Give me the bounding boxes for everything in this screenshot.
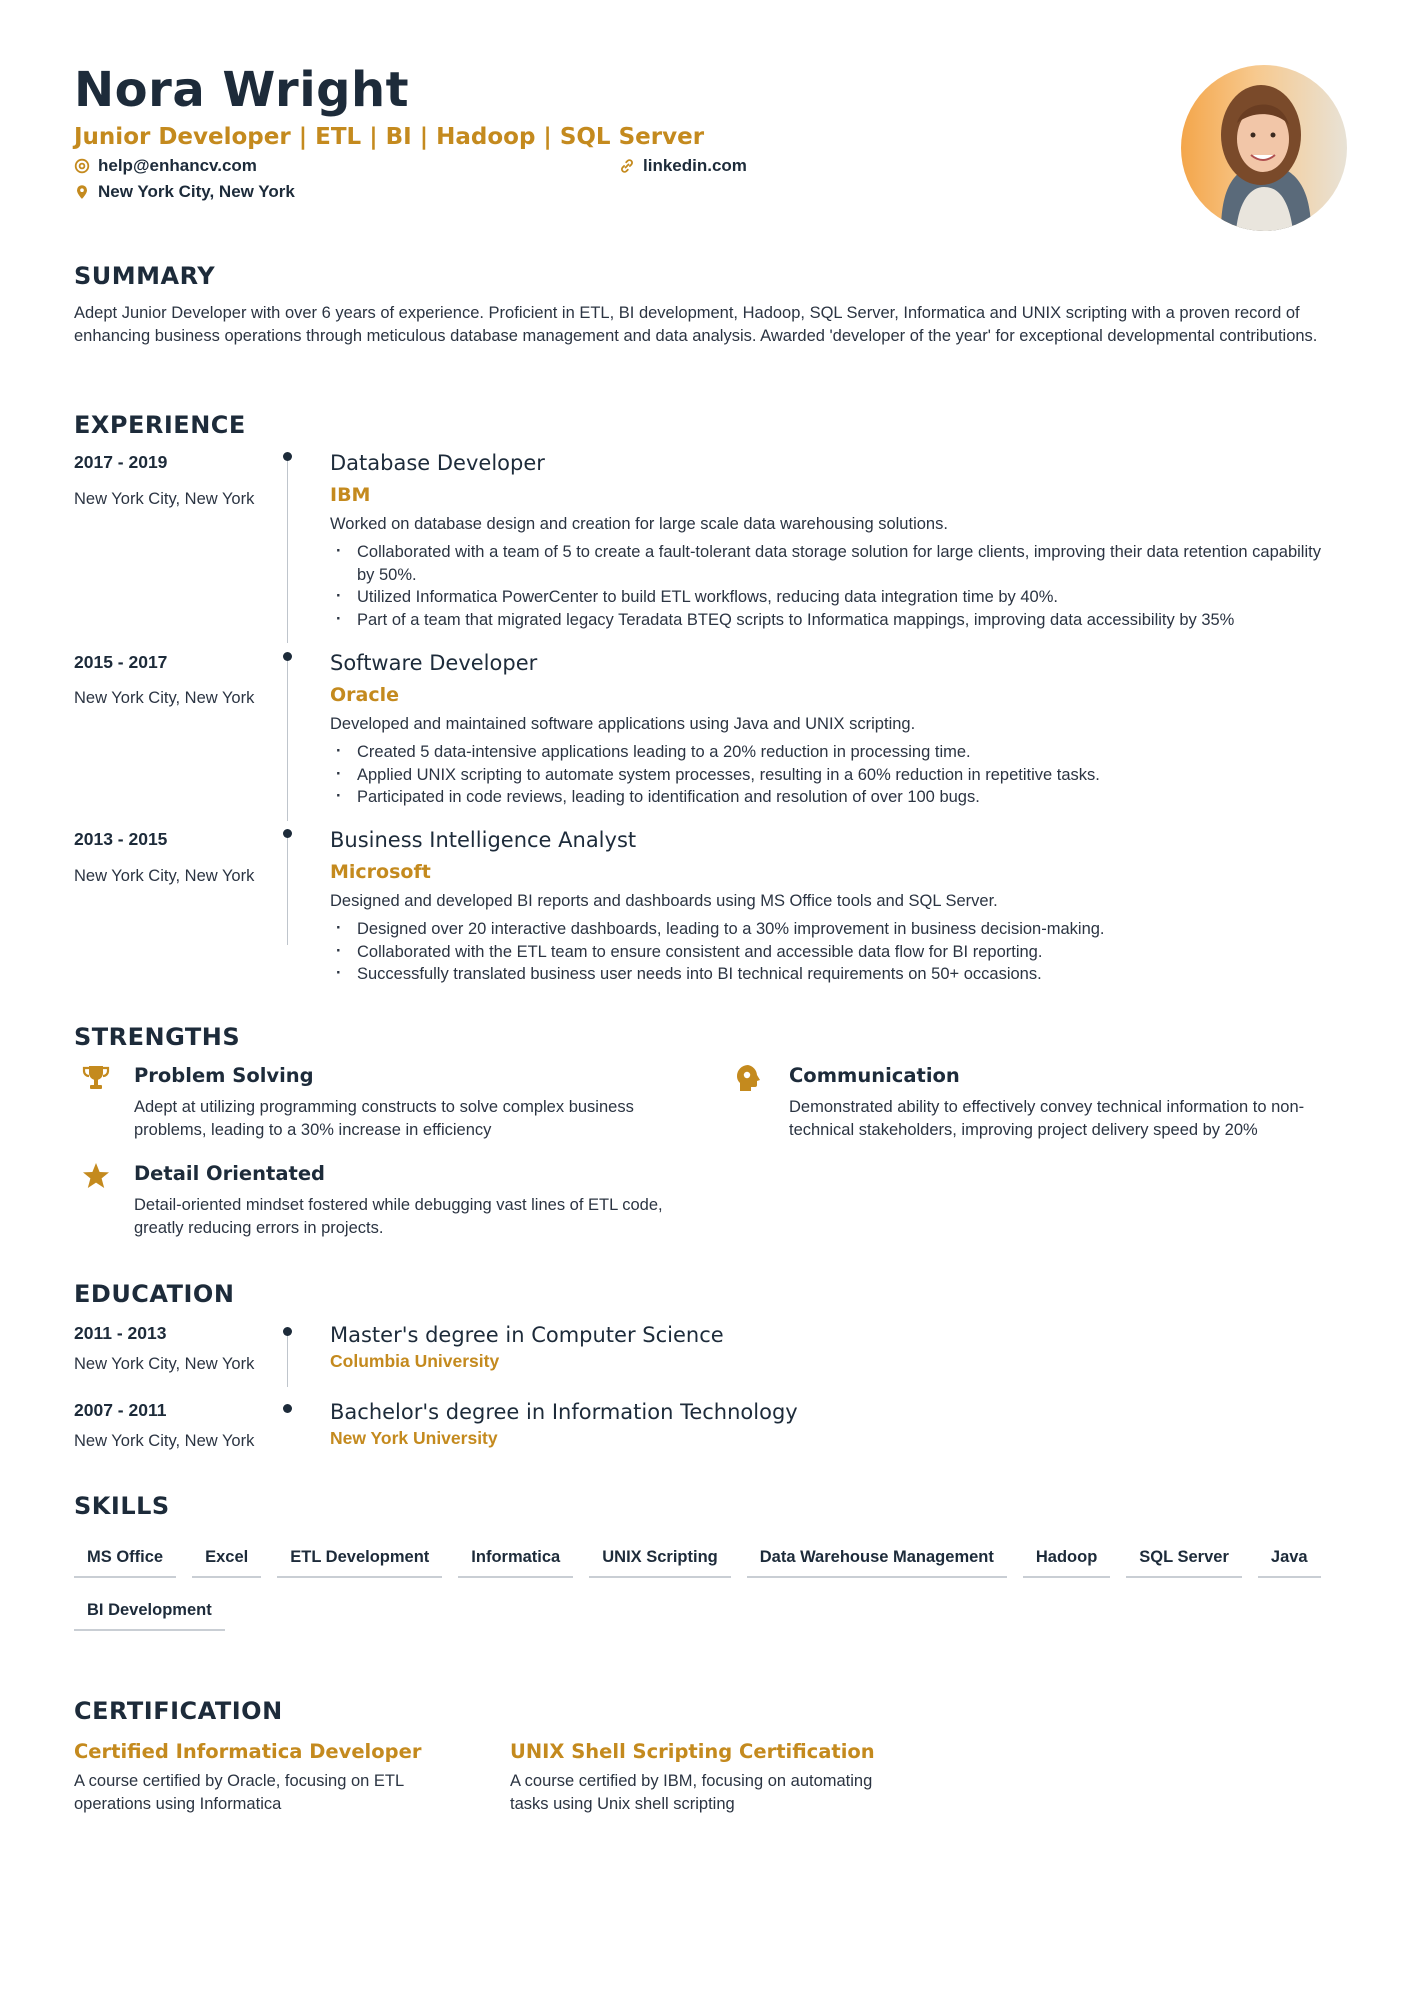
job-bullets bbox=[330, 541, 1330, 631]
skill-tag: Informatica bbox=[458, 1548, 573, 1578]
timeline-line bbox=[287, 835, 288, 945]
skill-tag: Java bbox=[1258, 1548, 1321, 1578]
candidate-title: Junior Developer | ETL | BI | Hadoop | SQL Server bbox=[74, 124, 705, 150]
email-text: help@enhancv.com bbox=[98, 156, 257, 175]
skill-tag: Data Warehouse Management bbox=[747, 1548, 1007, 1578]
school-name: Columbia University bbox=[330, 1351, 500, 1371]
strength-text: Demonstrated ability to effectively convey technical information to non-technical stakeholders, improving project delivery speed by 20% bbox=[789, 1098, 1305, 1139]
certification-title: UNIX Shell Scripting Certification bbox=[510, 1740, 875, 1763]
job-bullet: · Collaborated with the ETL team to ensure consistent and accessible data flow for BI reporting. bbox=[330, 941, 1330, 964]
job-bullet: · Designed over 20 interactive dashboards, leading to a 30% improvement in business decision-making. bbox=[330, 918, 1330, 941]
job-dates: 2015 - 2017 bbox=[74, 652, 168, 672]
education-dates: 2011 - 2013 bbox=[74, 1323, 167, 1343]
skill-tag: MS Office bbox=[74, 1548, 176, 1578]
job-title: Software Developer bbox=[330, 651, 538, 675]
job-bullet: · Created 5 data-intensive applications leading to a 20% reduction in processing time. bbox=[330, 741, 1330, 764]
timeline-line bbox=[287, 658, 288, 821]
linkedin-text: linkedin.com bbox=[643, 156, 747, 175]
skill-tag: BI Development bbox=[74, 1601, 225, 1631]
linkedin-contact[interactable] bbox=[619, 156, 747, 176]
education-heading: EDUCATION bbox=[74, 1280, 235, 1308]
skill-tag: Hadoop bbox=[1023, 1548, 1110, 1578]
summary-text: Adept Junior Developer with over 6 years of experience. Proficient in ETL, BI development, Hadoop, SQL Server, Informatica and UNIX scripting with a proven record of enhancing business operations through meticulous database management and data analysis. Awarded 'developer of the year' for exceptional developmental contributions. bbox=[74, 304, 1318, 345]
job-company: IBM bbox=[330, 484, 371, 506]
timeline-line bbox=[287, 1333, 288, 1387]
degree-title: Bachelor's degree in Information Technology bbox=[330, 1400, 798, 1424]
job-title: Business Intelligence Analyst bbox=[330, 828, 637, 852]
job-title: Database Developer bbox=[330, 451, 545, 475]
education-location: New York City, New York bbox=[74, 1355, 255, 1373]
job-location: New York City, New York bbox=[74, 867, 255, 885]
job-location: New York City, New York bbox=[74, 689, 255, 707]
strengths-heading: STRENGTHS bbox=[74, 1023, 241, 1051]
skills-heading: SKILLS bbox=[74, 1492, 170, 1520]
head-icon bbox=[733, 1063, 763, 1093]
job-bullets bbox=[330, 741, 1330, 809]
candidate-name: Nora Wright bbox=[74, 62, 410, 118]
job-bullet: · Applied UNIX scripting to automate system processes, resulting in a 60% reduction in repetitive tasks. bbox=[330, 764, 1330, 787]
certification-heading: CERTIFICATION bbox=[74, 1697, 283, 1725]
job-description: Worked on database design and creation for large scale data warehousing solutions. bbox=[330, 515, 948, 533]
location-contact bbox=[74, 182, 295, 202]
education-dates: 2007 - 2011 bbox=[74, 1400, 167, 1420]
experience-heading: EXPERIENCE bbox=[74, 411, 246, 439]
skill-tag: UNIX Scripting bbox=[589, 1548, 731, 1578]
profile-photo bbox=[1181, 65, 1347, 231]
certification-text: A course certified by Oracle, focusing on ETL operations using Informatica bbox=[74, 1772, 404, 1813]
location-text: New York City, New York bbox=[98, 182, 295, 201]
job-bullet: · Successfully translated business user needs into BI technical requirements on 50+ occasions. bbox=[330, 963, 1330, 986]
location-pin-icon bbox=[74, 184, 90, 200]
school-name: New York University bbox=[330, 1428, 498, 1448]
skill-tag: ETL Development bbox=[277, 1548, 442, 1578]
job-bullet: · Participated in code reviews, leading to identification and resolution of over 100 bugs. bbox=[330, 786, 1330, 809]
star-icon bbox=[81, 1161, 111, 1191]
strength-text: Detail-oriented mindset fostered while debugging vast lines of ETL code, greatly reducing errors in projects. bbox=[134, 1196, 663, 1237]
job-dates: 2013 - 2015 bbox=[74, 829, 168, 849]
job-bullets bbox=[330, 918, 1330, 986]
job-company: Microsoft bbox=[330, 861, 431, 883]
skill-tag: SQL Server bbox=[1126, 1548, 1242, 1578]
summary-heading: SUMMARY bbox=[74, 262, 216, 290]
timeline-dot bbox=[283, 1404, 292, 1413]
email-contact[interactable] bbox=[74, 156, 257, 176]
timeline-dot bbox=[283, 829, 292, 838]
job-bullet: · Part of a team that migrated legacy Teradata BTEQ scripts to Informatica mappings, improving data accessibility by 35% bbox=[330, 609, 1330, 632]
job-bullet: · Collaborated with a team of 5 to create a fault-tolerant data storage solution for large clients, improving their data retention capability by 50%. bbox=[330, 541, 1330, 586]
timeline-dot bbox=[283, 1327, 292, 1336]
strength-title: Problem Solving bbox=[134, 1064, 314, 1087]
degree-title: Master's degree in Computer Science bbox=[330, 1323, 724, 1347]
job-company: Oracle bbox=[330, 684, 400, 706]
job-location: New York City, New York bbox=[74, 490, 255, 508]
job-dates: 2017 - 2019 bbox=[74, 452, 168, 472]
timeline-dot bbox=[283, 452, 292, 461]
skills-list bbox=[74, 1548, 1324, 1631]
at-icon bbox=[74, 158, 90, 174]
certification-text: A course certified by IBM, focusing on automating tasks using Unix shell scripting bbox=[510, 1772, 873, 1813]
certification-title: Certified Informatica Developer bbox=[74, 1740, 422, 1763]
strength-title: Communication bbox=[789, 1064, 960, 1087]
education-location: New York City, New York bbox=[74, 1432, 255, 1450]
timeline-dot bbox=[283, 652, 292, 661]
trophy-icon bbox=[81, 1063, 111, 1093]
job-description: Developed and maintained software applications using Java and UNIX scripting. bbox=[330, 715, 916, 733]
timeline-line bbox=[287, 458, 288, 643]
job-bullet: · Utilized Informatica PowerCenter to build ETL workflows, reducing data integration time by 40%. bbox=[330, 586, 1330, 609]
strength-text: Adept at utilizing programming constructs to solve complex business problems, leading to a 30% increase in efficiency bbox=[134, 1098, 634, 1139]
link-icon bbox=[619, 158, 635, 174]
skill-tag: Excel bbox=[192, 1548, 261, 1578]
strength-title: Detail Orientated bbox=[134, 1162, 326, 1185]
job-description: Designed and developed BI reports and dashboards using MS Office tools and SQL Server. bbox=[330, 892, 998, 910]
